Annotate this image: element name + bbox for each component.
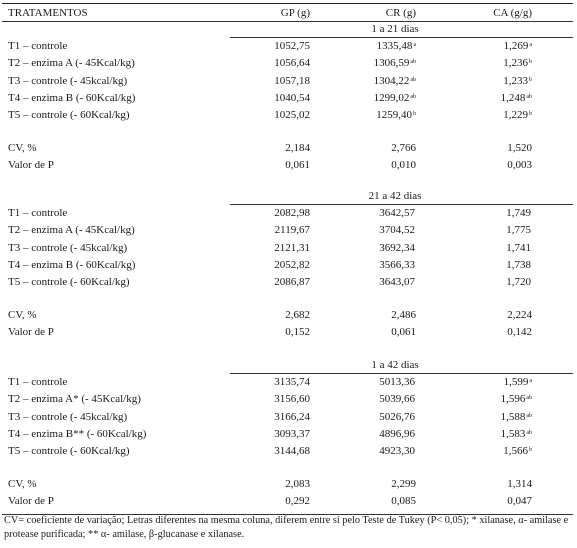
gp-value: 2052,82 <box>274 258 310 271</box>
period-label: 21 a 42 dias <box>368 190 422 202</box>
cv-ca: 1,314 <box>507 477 532 490</box>
cr-value: 1304,22 <box>373 74 410 87</box>
gp-value: 3144,68 <box>274 445 310 458</box>
period-rule <box>230 373 573 374</box>
ca-cell <box>452 428 532 441</box>
cv-gp: 2,184 <box>285 141 310 154</box>
pvalue-ca: 0,047 <box>507 494 532 507</box>
period-rule <box>230 204 573 205</box>
cr-cell <box>336 259 416 272</box>
pvalue-gp: 0,292 <box>285 494 310 507</box>
cr-value: 5026,76 <box>379 410 415 423</box>
cv-label: CV, % <box>8 141 37 154</box>
ca-value: 1,269 <box>503 40 529 52</box>
ca-value: 1,720 <box>506 276 531 289</box>
header-treatments: TRATAMENTOS <box>8 7 88 19</box>
gp-value: 1040,54 <box>274 91 310 104</box>
cv-label: CV, % <box>8 477 37 490</box>
cr-value: 3704,52 <box>379 224 415 237</box>
ca-cell <box>452 411 532 424</box>
ca-significance-letter: b <box>529 76 532 83</box>
cr-cell <box>336 411 416 424</box>
treatment-label: T2 – enzima A (- 45Kcal/kg) <box>8 224 135 237</box>
ca-cell <box>452 393 532 406</box>
cr-value: 5039,66 <box>379 393 415 406</box>
ca-cell <box>452 224 532 237</box>
cr-cell <box>336 242 416 255</box>
ca-significance-letter: a <box>529 378 532 384</box>
period-rule <box>230 37 573 38</box>
ca-cell <box>452 92 532 105</box>
ca-cell <box>452 75 532 88</box>
header-gp: GP (g) <box>280 7 310 19</box>
ca-value: 1,588 <box>500 410 526 423</box>
ca-value: 1,749 <box>506 207 531 219</box>
ca-significance-letter: b <box>529 111 532 118</box>
cr-significance-letter: a <box>413 42 416 48</box>
gp-value: 1025,02 <box>274 109 310 122</box>
cr-value: 3692,34 <box>379 241 415 254</box>
gp-value: 3166,24 <box>274 410 310 423</box>
cr-value: 4923,30 <box>379 445 415 458</box>
header-rule <box>2 21 573 22</box>
ca-value: 1,233 <box>503 74 528 87</box>
ca-value: 1,229 <box>503 109 528 122</box>
ca-cell <box>452 242 532 255</box>
ca-significance-letter: b <box>529 447 532 454</box>
ca-significance-letter: ab <box>526 93 532 100</box>
treatment-label: T3 – controle (- 45kcal/kg) <box>8 241 128 254</box>
ca-significance-letter: a <box>529 42 532 48</box>
ca-value: 1,741 <box>506 241 531 254</box>
treatment-label: T5 – controle (- 60Kcal/kg) <box>8 445 130 458</box>
ca-cell <box>452 259 532 272</box>
treatment-label: T3 – controle (- 45kcal/kg) <box>8 410 128 423</box>
cr-cell <box>336 445 416 458</box>
ca-value: 1,775 <box>506 224 531 237</box>
gp-value: 1057,18 <box>274 74 310 87</box>
ca-cell <box>452 207 532 220</box>
treatment-label: T1 – controle <box>8 376 68 388</box>
ca-cell <box>452 445 532 458</box>
ca-value: 1,599 <box>503 376 529 388</box>
pvalue-gp: 0,152 <box>285 325 310 338</box>
cr-value: 4896,96 <box>379 427 415 440</box>
ca-significance-letter: ab <box>526 412 532 419</box>
treatment-label: T5 – controle (- 60Kcal/kg) <box>8 109 130 122</box>
ca-value: 1,596 <box>500 393 526 406</box>
treatment-label: T4 – enzima B** (- 60Kcal/kg) <box>8 427 147 440</box>
pvalue-cr: 0,085 <box>391 494 416 507</box>
gp-value: 3093,37 <box>274 427 310 440</box>
ca-significance-letter: ab <box>526 395 532 402</box>
treatment-label: T2 – enzima A (- 45Kcal/kg) <box>8 57 135 70</box>
cr-cell <box>336 92 416 105</box>
cr-cell <box>336 40 416 53</box>
footnote: CV= coeficiente de variação; Letras diferentes na mesma coluna, diferem entre si pelo Teste de Tukey (P< 0,05); * xilanase, α- amilase e protease purificada; ** α- amilase, β-glucanase e xilanase. <box>4 515 569 540</box>
cr-cell <box>336 57 416 70</box>
gp-value: 3135,74 <box>274 376 310 388</box>
period-label: 1 a 21 dias <box>371 23 419 35</box>
cr-value: 1306,59 <box>373 57 410 70</box>
ca-cell <box>452 109 532 122</box>
cr-cell <box>336 75 416 88</box>
cv-gp: 2,682 <box>285 308 310 321</box>
cr-value: 1335,48 <box>376 40 413 52</box>
cv-ca: 2,224 <box>507 308 532 321</box>
ca-value: 1,738 <box>506 258 531 271</box>
pvalue-label: Valor de P <box>8 158 54 171</box>
ca-significance-letter: b <box>529 59 532 66</box>
ca-value: 1,236 <box>503 57 528 70</box>
cv-cr: 2,299 <box>391 477 416 490</box>
ca-cell <box>452 57 532 70</box>
cv-cr: 2,486 <box>391 308 416 321</box>
table-top-rule <box>2 3 573 4</box>
ca-cell <box>452 40 532 53</box>
pvalue-label: Valor de P <box>8 494 54 507</box>
ca-significance-letter: ab <box>526 429 532 436</box>
gp-value: 1052,75 <box>274 40 310 52</box>
gp-value: 2119,67 <box>274 224 310 237</box>
ca-value: 1,566 <box>503 445 528 458</box>
pvalue-gp: 0,061 <box>285 158 310 171</box>
cv-cr: 2,766 <box>391 141 416 154</box>
cv-ca: 1,520 <box>507 141 532 154</box>
treatment-label: T1 – controle <box>8 207 68 219</box>
gp-value: 3156,60 <box>274 393 310 406</box>
cr-cell <box>336 109 416 122</box>
cr-significance-letter: ab <box>410 76 416 83</box>
treatment-label: T5 – controle (- 60Kcal/kg) <box>8 276 130 289</box>
pvalue-cr: 0,061 <box>391 325 416 338</box>
ca-value: 1,248 <box>500 91 526 104</box>
gp-value: 1056,64 <box>274 57 310 70</box>
treatment-label: T3 – controle (- 45kcal/kg) <box>8 74 128 87</box>
pvalue-ca: 0,003 <box>507 158 532 171</box>
gp-value: 2082,98 <box>274 207 310 219</box>
cr-cell <box>336 224 416 237</box>
cr-cell <box>336 393 416 406</box>
treatment-label: T1 – controle <box>8 40 68 52</box>
cr-value: 1299,02 <box>373 91 410 104</box>
cr-value: 5013,36 <box>379 376 415 388</box>
cr-value: 3566,33 <box>379 258 415 271</box>
cr-significance-letter: ab <box>410 59 416 66</box>
cr-cell <box>336 428 416 441</box>
cv-label: CV, % <box>8 308 37 321</box>
header-cr: CR (g) <box>385 7 416 19</box>
cr-value: 3642,57 <box>379 207 415 219</box>
treatment-label: T4 – enzima B (- 60Kcal/kg) <box>8 258 136 271</box>
period-label: 1 a 42 dias <box>371 359 419 371</box>
pvalue-cr: 0,010 <box>391 158 416 171</box>
ca-value: 1,583 <box>500 427 526 440</box>
ca-cell <box>452 276 532 289</box>
cr-cell <box>336 376 416 389</box>
cr-significance-letter: b <box>413 111 416 118</box>
header-ca: CA (g/g) <box>493 7 532 19</box>
treatment-label: T2 – enzima A* (- 45Kcal/kg) <box>8 393 141 406</box>
pvalue-label: Valor de P <box>8 325 54 338</box>
cr-significance-letter: ab <box>410 93 416 100</box>
ca-cell <box>452 376 532 389</box>
cv-gp: 2,083 <box>285 477 310 490</box>
cr-cell <box>336 207 416 220</box>
treatment-label: T4 – enzima B (- 60Kcal/kg) <box>8 91 136 104</box>
pvalue-ca: 0,142 <box>507 325 532 338</box>
cr-value: 1259,40 <box>376 109 412 122</box>
cr-cell <box>336 276 416 289</box>
gp-value: 2121,31 <box>274 241 310 254</box>
cr-value: 3643,07 <box>379 276 415 289</box>
gp-value: 2086,87 <box>274 276 310 289</box>
